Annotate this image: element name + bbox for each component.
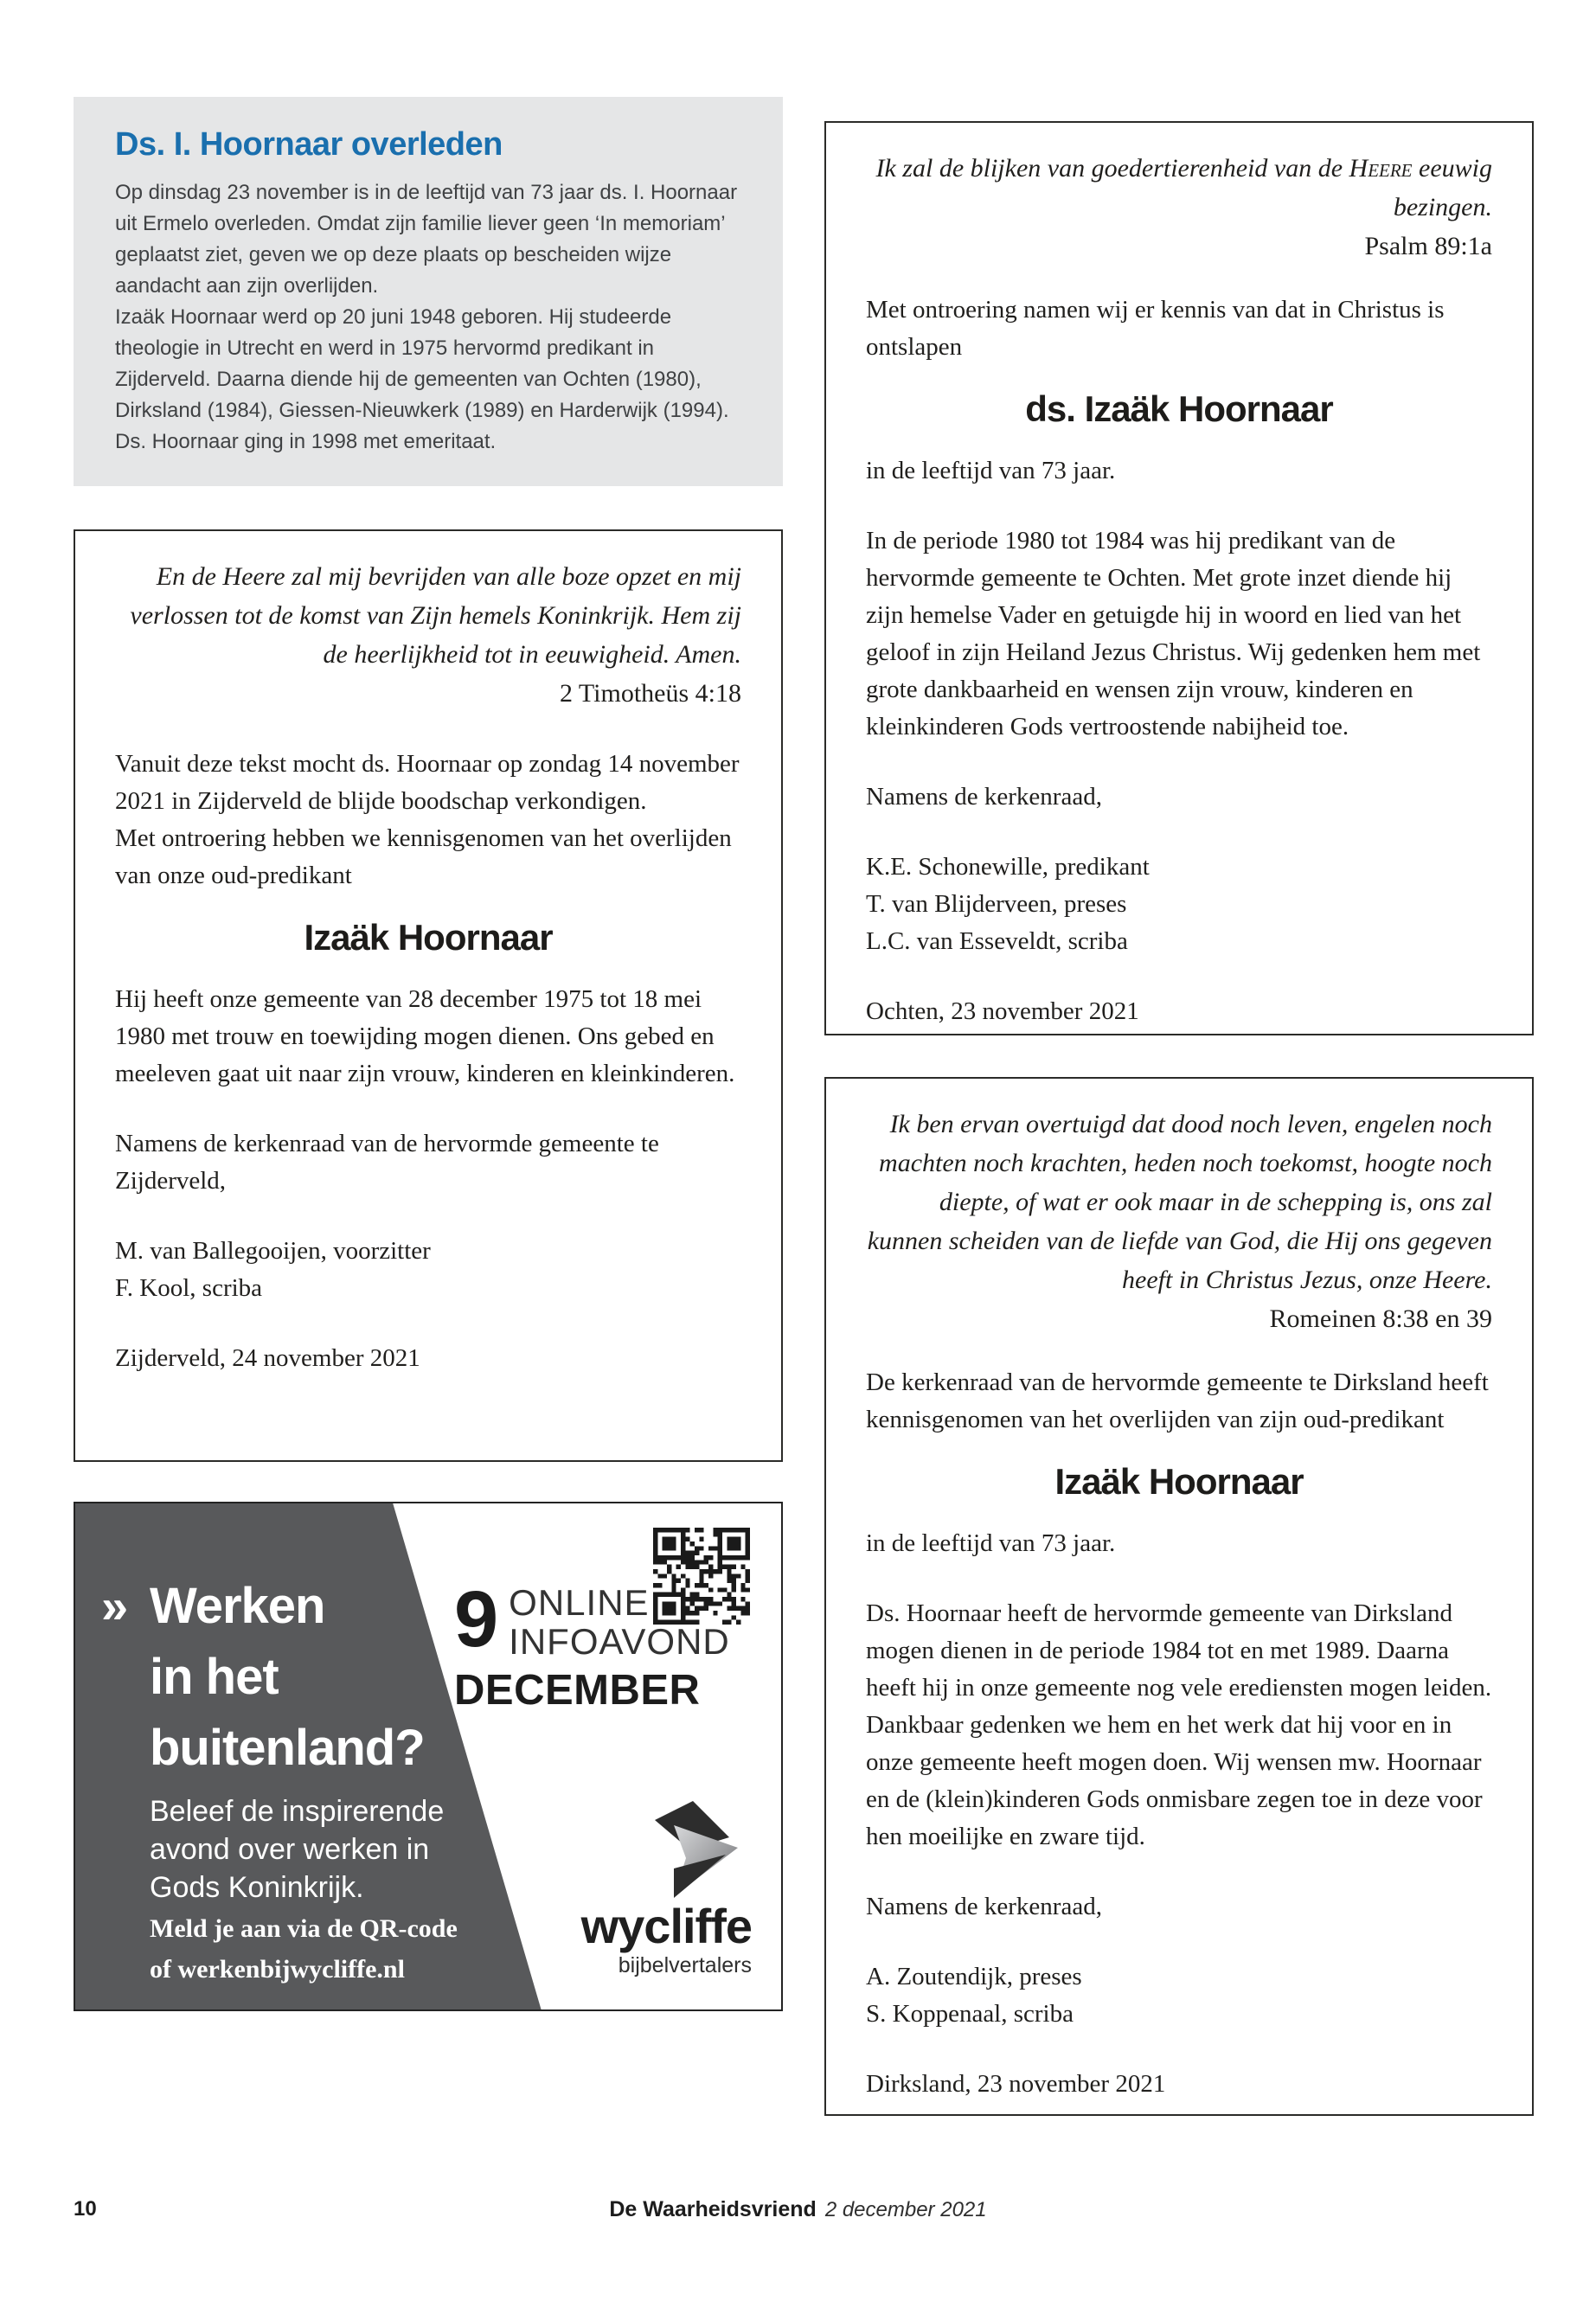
ad-cta-line: of werkenbijwycliffe.nl xyxy=(150,1955,405,1984)
obituary-dirksland xyxy=(824,1077,1534,2116)
ad-call-to-action xyxy=(150,1908,458,1990)
event-type-line: ONLINE xyxy=(509,1582,650,1623)
paragraph: In de periode 1980 tot 1984 was hij predikant van de hervormde gemeente te Ochten. Met grote inzet diende hij zijn hemelse Vader en getuigde hij in woord en lied van het geloof in zijn Heiland Jezus Christus. Wij gedenken hem met grote dankbaarheid en wensen zijn vrouw, kinderen en kleinkinderen Gods vertroostende nabijheid toe. xyxy=(866,527,1481,740)
dateline: Dirksland, 23 november 2021 xyxy=(866,2070,1166,2098)
deceased-name: Izaäk Hoornaar xyxy=(304,917,553,958)
event-type xyxy=(509,1583,730,1661)
wycliffe-advertisement xyxy=(74,1502,783,2011)
paragraph: in de leeftijd van 73 jaar. xyxy=(866,457,1116,484)
deceased-name: ds. Izaäk Hoornaar xyxy=(1025,388,1333,429)
scripture-quote xyxy=(866,149,1492,227)
obituary-ochten xyxy=(824,121,1534,1035)
paragraph: Ds. Hoornaar heeft de hervormde gemeente van Dirksland mogen dienen in de periode 1984 tot en met 1989. Daarna heeft hij in onze gemeente nog vele erediensten mogen leiden. Dankbaar gedenken we hem en het werk dat hij voor en in onze gemeente heeft mogen doen. Wij wensen mw. Hoornaar en de (klein)kinderen Gods onmisbare zegen toe in deze voor hen moeilijke en zware tijd. xyxy=(866,1599,1492,1850)
paragraph: Met ontroering namen wij er kennis van dat in Christus is ontslapen xyxy=(866,296,1445,361)
paragraph: Met ontroering hebben we kennisgenomen van het overlijden van onze oud-predikant xyxy=(115,824,732,889)
event-day: 9 xyxy=(454,1575,499,1663)
deceased-name: Izaäk Hoornaar xyxy=(1054,1461,1304,1502)
quote-smallcaps-heere: Heere xyxy=(1349,154,1413,183)
event-type-line: INFOAVOND xyxy=(509,1621,730,1662)
signatory: L.C. van Esseveldt, scriba xyxy=(866,927,1128,955)
on-behalf-line: Namens de kerkenraad, xyxy=(866,783,1102,811)
paragraph: De kerkenraad van de hervormde gemeente te Dirksland heeft kennisgenomen van het overlijden van zijn oud-predikant xyxy=(866,1368,1489,1433)
paragraph: Hij heeft onze gemeente van 28 december 1975 tot 18 mei 1980 met trouw en toewijding mogen dienen. Ons gebed en meeleven gaat uit naar zijn vrouw, kinderen en kleinkinderen. xyxy=(115,985,735,1087)
scripture-reference: Romeinen 8:38 en 39 xyxy=(1269,1304,1492,1333)
wycliffe-logo xyxy=(466,1796,752,1978)
ad-cta-line: Meld je aan via de QR-code xyxy=(150,1914,458,1943)
quote-text: eeuwig bezingen. xyxy=(1393,154,1492,221)
wycliffe-tagline: bijbelvertalers xyxy=(618,1953,752,1977)
paragraph: in de leeftijd van 73 jaar. xyxy=(866,1529,1116,1557)
ad-headline-line: buitenland? xyxy=(150,1720,425,1776)
scripture-reference: Psalm 89:1a xyxy=(1364,232,1492,260)
scripture-quote: En de Heere zal mij bevrijden van alle boze opzet en mij verlossen tot de komst van Zijn hemels Koninkrijk. Hem zij de heerlijkheid tot in eeuwigheid. Amen. xyxy=(130,562,741,669)
wycliffe-logo-icon xyxy=(641,1796,752,1901)
signatory: M. van Ballegooijen, voorzitter xyxy=(115,1237,431,1265)
event-month: DECEMBER xyxy=(454,1667,701,1714)
page-footer xyxy=(0,2194,1596,2228)
dateline: Ochten, 23 november 2021 xyxy=(866,997,1139,1025)
on-behalf-line: Namens de kerkenraad van de hervormde gemeente te Zijderveld, xyxy=(115,1130,659,1195)
ad-body-text: Beleef de inspirerende avond over werken in Gods Koninkrijk. xyxy=(150,1795,445,1904)
quote-text: Ik zal de blijken van goedertierenheid van de xyxy=(875,154,1349,183)
signatory: F. Kool, scriba xyxy=(115,1274,263,1302)
news-paragraph-1: Op dinsdag 23 november is in de leeftijd van 73 jaar ds. I. Hoornaar uit Ermelo overleden. Omdat zijn familie liever geen ‘In memoriam’ geplaatst ziet, geven we op deze plaats op bescheiden wijze aandacht aan zijn overlijden. xyxy=(115,181,738,298)
news-title: Ds. I. Hoornaar overleden xyxy=(115,126,503,163)
ad-headline-line: in het xyxy=(150,1649,279,1705)
scripture-reference: 2 Timotheüs 4:18 xyxy=(559,679,741,708)
page-number: 10 xyxy=(74,2197,97,2221)
wycliffe-wordmark: wycliffe xyxy=(580,1899,752,1953)
signatory: T. van Blijderveen, preses xyxy=(866,890,1127,918)
scripture-quote: Ik ben ervan overtuigd dat dood noch leven, engelen noch machten noch krachten, heden noch toekomst, hoogte noch diepte, of wat er ook maar in de schepping is, ons zal kunnen scheiden van de liefde van God, die Hij ons gegeven heeft in Christus Jezus, onze Heere. xyxy=(867,1110,1492,1294)
ad-headline xyxy=(150,1571,425,1784)
signatory: K.E. Schonewille, predikant xyxy=(866,853,1150,881)
issue-date: 2 december 2021 xyxy=(824,2198,987,2221)
news-paragraph-2: Izaäk Hoornaar werd op 20 juni 1948 geboren. Hij studeerde theologie in Utrecht en werd in 1975 hervormd predikant in Zijderveld. Daarna diende hij de gemeenten van Ochten (1980), Dirksland (1984), Giessen-Nieuwkerk (1989) en Harderwijk (1994). Ds. Hoornaar ging in 1998 met emeritaat. xyxy=(115,305,729,453)
on-behalf-line: Namens de kerkenraad, xyxy=(866,1893,1102,1920)
footer-center xyxy=(0,2197,1596,2222)
double-chevron-icon: » xyxy=(101,1579,129,1633)
publication-name: De Waarheidsvriend xyxy=(609,2197,817,2221)
dateline: Zijderveld, 24 november 2021 xyxy=(115,1344,420,1372)
signatory: A. Zoutendijk, preses xyxy=(866,1963,1082,1990)
ad-headline-line: Werken xyxy=(150,1578,325,1634)
paragraph: Vanuit deze tekst mocht ds. Hoornaar op zondag 14 november 2021 in Zijderveld de blijde boodschap verkondigen. xyxy=(115,750,740,815)
ad-event-block xyxy=(454,1575,730,1715)
obituary-zijderveld xyxy=(74,529,783,1462)
news-item-box xyxy=(74,97,783,486)
signatory: S. Koppenaal, scriba xyxy=(866,2000,1074,2028)
